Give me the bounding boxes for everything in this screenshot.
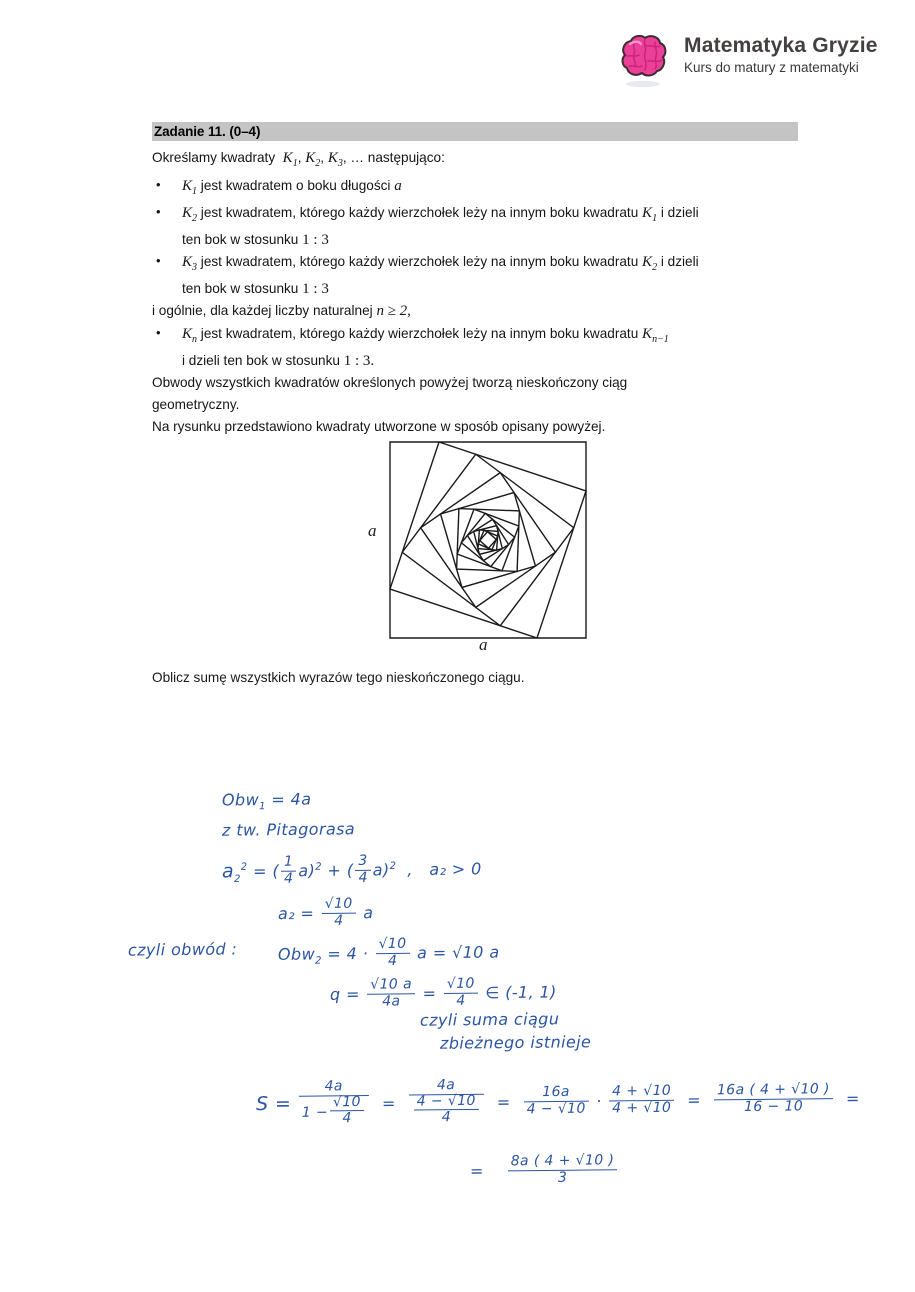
site-logo [612, 28, 902, 100]
task-question [152, 667, 812, 688]
task-body [152, 147, 812, 438]
hw-obw2-label: Obw [277, 944, 316, 964]
figure-label-bottom: a [479, 635, 488, 654]
hw-a2-squared: $a_2^2$ = ( $\frac{1}{4}$ a)$^2$ + ( $\frac{3}{4}$ a)$^2$ , a₂ > 0 [221, 852, 482, 887]
paragraph-perimeters-2: geometryczny. [152, 397, 240, 412]
hw-S-frac-5: $\frac{16a ( 4 + √10 )}{16 - 10}$ [714, 1082, 833, 1116]
definition-bullets [152, 175, 812, 300]
hw-frac-1-4: $\frac{1}{4}$ [281, 855, 297, 888]
bullet-k2 [152, 202, 812, 251]
hw-obw2-result: √10 a [451, 942, 500, 963]
bullet-kn [152, 323, 812, 372]
hw-a2-lhs: $a_2^2$ [221, 859, 248, 885]
bullet-k3-text-after: i dzieli [660, 254, 699, 269]
comma-2: , [320, 150, 325, 165]
hw-obw1-value: = 4a [271, 789, 312, 809]
bullet-k3-line2: ten bok w stosunku [182, 281, 299, 296]
hw-pitagoras-text: z tw. Pitagorasa [221, 819, 356, 840]
intro-var-2: $K_2$ [305, 150, 321, 169]
hw-frac-3-4: $\frac{3}{4}$ [355, 854, 371, 887]
hw-note-1-text: czyli suma ciągu [419, 1009, 560, 1030]
hw-pitagoras [222, 819, 355, 839]
hw-S-frac-1: 4a 1 − $\frac{√10}{4}$ [298, 1079, 369, 1129]
bullet-k2-ratio: 1 : 3 [302, 232, 329, 248]
hw-eq-5: = [840, 1088, 860, 1109]
bullet-k3-ref: $K_2$ [642, 254, 658, 273]
paragraph-figure-note: Na rysunku przedstawiono kwadraty utworzone w sposób opisany powyżej. [152, 419, 606, 434]
intro-text: Określamy kwadraty [152, 150, 276, 165]
hw-note-line-1 [420, 1009, 560, 1029]
task-header-label: Zadanie 11. (0–4) [154, 124, 261, 139]
general-condition: n ≥ 2, [376, 303, 411, 319]
intro-line [152, 147, 812, 174]
hw-q-ratio [330, 977, 557, 1012]
hw-eq-3: = [491, 1092, 517, 1112]
bullet-kn-var: $K_n$ [182, 326, 198, 345]
bullet-k1-var: $K_1$ [182, 178, 198, 197]
hw-S-frac-4: $\frac{4 + √10}{4 + √10}$ [609, 1084, 674, 1117]
hw-a2-result-tail: a [363, 903, 374, 923]
hw-czyli-obwod [128, 939, 237, 959]
hw-term2-tail: a) [372, 860, 390, 880]
hw-S-frac-3: $\frac{16a}{4 - √10}$ [523, 1085, 588, 1118]
hw-paren-open-2: ( [346, 860, 354, 880]
bullet-kn-line2: i dzieli ten bok w stosunku [182, 353, 340, 368]
bullet-k2-text: jest kwadratem, którego każdy wierzchołek leży na innym boku kwadratu [200, 205, 639, 220]
hw-paren-open-1: ( [272, 861, 280, 881]
hw-S-frac-2: $\frac{4a}{\frac{4 - √10}{4}}$ [408, 1078, 484, 1128]
hw-q-interval: ∈ (-1, 1) [485, 982, 557, 1003]
task-header-bar [152, 122, 798, 141]
comma-1: , [297, 150, 302, 165]
hw-sum-final [470, 1154, 620, 1188]
hw-note-line-2 [440, 1032, 591, 1053]
hw-plus: + [327, 860, 342, 880]
hw-q-eq: = [422, 983, 437, 1003]
hw-condition: a₂ > 0 [429, 859, 482, 879]
bullet-k3-var: $K_3$ [182, 254, 198, 273]
hw-final-frac: $\frac{8a ( 4 + √10 )}{3}$ [508, 1153, 618, 1186]
hw-a2-result [277, 895, 374, 931]
handwritten-solution [0, 770, 915, 1210]
hw-q-frac-2: $\frac{√10}{4}$ [444, 977, 478, 1010]
logo-title: Matematyka Gryzie [684, 34, 878, 57]
hw-obw2-tail: a = [416, 943, 447, 963]
bullet-k2-ref: $K_1$ [642, 205, 658, 224]
hw-frac-sqrt10-4: $\frac{√10}{4}$ [322, 897, 356, 930]
hw-note-2-text: zbieżnego istnieje [439, 1032, 592, 1053]
intro-tail: , … następująco: [342, 150, 445, 165]
hw-q-frac-1: $\frac{√10 a}{4a}$ [367, 977, 415, 1010]
hw-dot: · [596, 1091, 602, 1111]
hw-term1-tail: a) [298, 861, 316, 881]
hw-obw1-label: Obw [221, 790, 260, 810]
hw-S-lhs: S = [255, 1092, 292, 1116]
hw-czyli-obwod-label: czyli obwód : [127, 939, 238, 960]
general-bullet-list [152, 323, 812, 372]
squares-svg [352, 435, 602, 645]
bullet-k1-side: a [394, 178, 402, 194]
hw-sum-derivation [256, 1075, 860, 1130]
hw-obw2: Obw$_2$ = 4 · $\frac{√10}{4}$ a = √10 a [277, 935, 500, 969]
hw-final-eq: = [469, 1161, 484, 1181]
bullet-k2-var: $K_2$ [182, 205, 198, 224]
brain-icon [612, 28, 674, 90]
hw-comma: , [401, 859, 424, 880]
bullet-k1-text: jest kwadratem o boku długości [200, 178, 391, 193]
bullet-kn-text: jest kwadratem, którego każdy wierzchołek leży na innym boku kwadratu [200, 326, 639, 341]
hw-S-den-frac: $\frac{√10}{4}$ [330, 1095, 364, 1128]
hw-S-den-left: 1 − [301, 1104, 329, 1121]
hw-eq-2: = [376, 1093, 402, 1113]
bullet-k3-ratio: 1 : 3 [302, 281, 329, 297]
hw-obw1: Obw$_1$ = 4a [221, 789, 312, 813]
bullet-k2-text-after: i dzieli [660, 205, 699, 220]
intro-var-3: $K_3$ [327, 150, 343, 169]
general-text: i ogólnie, dla każdej liczby naturalnej [152, 303, 373, 318]
bullet-k2-line2: ten bok w stosunku [182, 232, 299, 247]
hw-eq-4: = [681, 1090, 707, 1110]
hw-obw2-frac: $\frac{√10}{4}$ [375, 937, 409, 970]
bullet-kn-ref: $K_{n-1}$ [642, 326, 669, 345]
figure-label-left: a [368, 521, 377, 540]
bullet-k3 [152, 251, 812, 300]
hw-q-lhs: q = [329, 984, 360, 1004]
bullet-k3-text: jest kwadratem, którego każdy wierzchołek leży na innym boku kwadratu [200, 254, 639, 269]
hw-eq-1: = [252, 861, 267, 881]
nested-squares-figure [352, 435, 602, 670]
intro-var-1: $K_1$ [278, 150, 298, 169]
general-line [152, 300, 812, 322]
question-text: Oblicz sumę wszystkich wyrazów tego nieskończonego ciągu. [152, 670, 525, 685]
hw-obw2-eq: = 4 · [327, 943, 369, 964]
hw-a2-result-lhs: a₂ = [277, 903, 315, 924]
logo-subtitle: Kurs do matury z matematyki [684, 60, 859, 76]
hw-S-frac-2-inner: $\frac{4 - √10}{4}$ [414, 1094, 479, 1127]
bullet-kn-ratio: 1 : 3. [343, 353, 375, 369]
bullet-k1 [152, 175, 812, 202]
paragraph-perimeters-1: Obwody wszystkich kwadratów określonych powyżej tworzą nieskończony ciąg [152, 375, 628, 390]
